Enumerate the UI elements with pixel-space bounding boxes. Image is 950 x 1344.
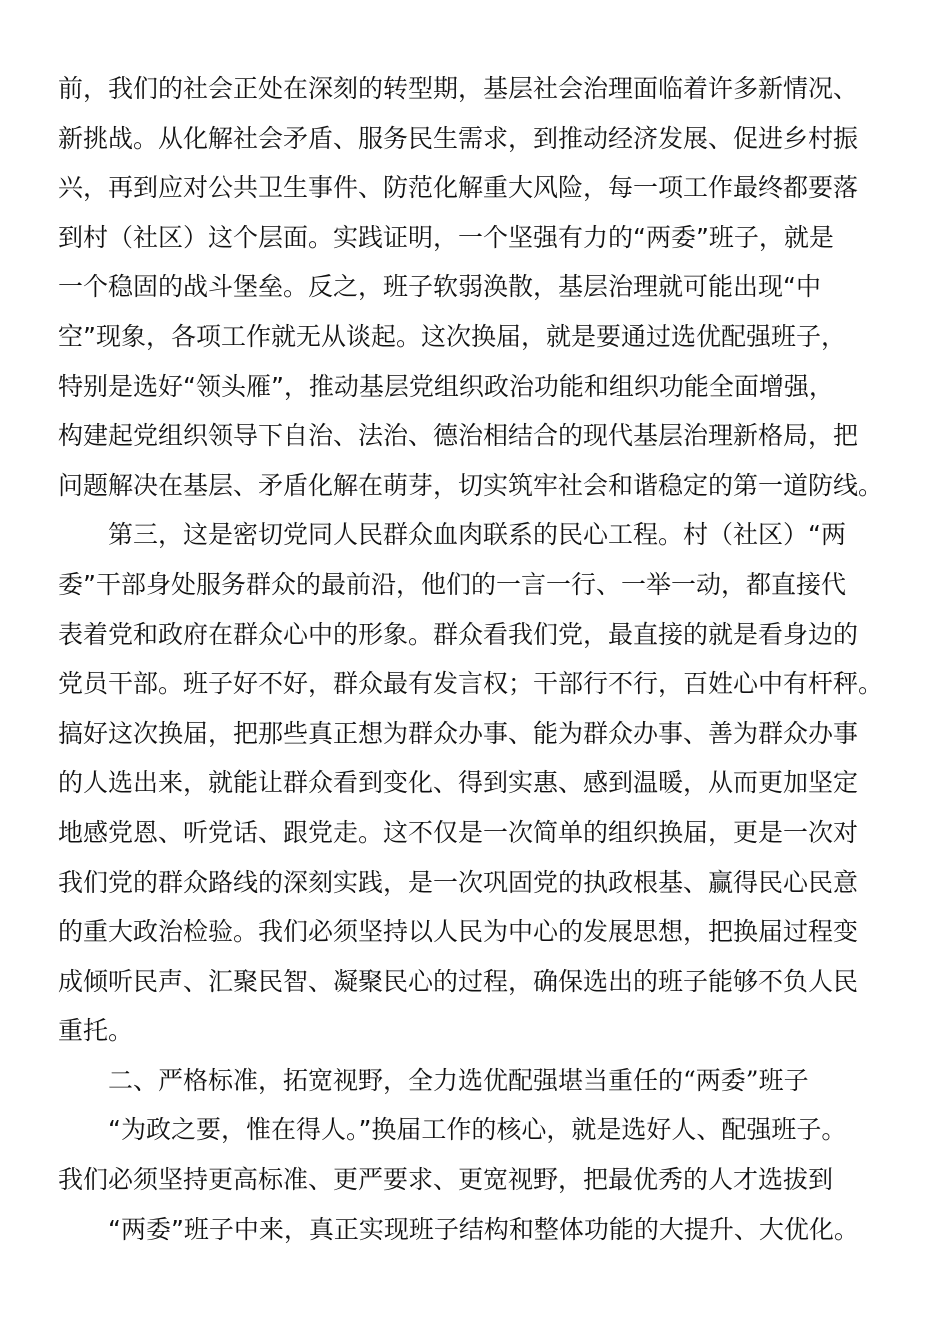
text-line: 地感党恩、听党话、跟党走。这不仅是一次简单的组织换届，更是一次对 [58, 817, 859, 847]
text-line: 重托。 [58, 1016, 134, 1046]
text-line: 问题解决在基层、矛盾化解在萌芽，切实筑牢社会和谐稳定的第一道防线。 [58, 470, 884, 500]
text-line: “两委”班子中来，真正实现班子结构和整体功能的大提升、大优化。 [108, 1214, 859, 1244]
text-line: 的重大政治检验。我们必须坚持以人民为中心的发展思想，把换届过程变 [58, 917, 859, 947]
text-line: 一个稳固的战斗堡垒。反之，班子软弱涣散，基层治理就可能出现“中 [58, 272, 821, 302]
text-line: 构建起党组织领导下自治、法治、德治相结合的现代基层治理新格局，把 [58, 421, 859, 451]
text-line: 空”现象，各项工作就无从谈起。这次换届，就是要通过选优配强班子， [58, 321, 846, 351]
text-line: 搞好这次换届，把那些真正想为群众办事、能为群众办事、善为群众办事 [58, 718, 859, 748]
text-line: 前，我们的社会正处在深刻的转型期，基层社会治理面临着许多新情况、 [58, 74, 859, 103]
document-body [58, 64, 892, 1254]
text-line: 党员干部。班子好不好，群众最有发言权；干部行不行，百姓心中有杆秤。 [58, 669, 884, 699]
section-heading: 二、严格标准，拓宽视野，全力选优配强堪当重任的“两委”班子 [108, 1065, 809, 1095]
text-line: 到村（社区）这个层面。实践证明，一个坚强有力的“两委”班子，就是 [58, 222, 834, 252]
text-line: 成倾听民声、汇聚民智、凝聚民心的过程，确保选出的班子能够不负人民 [58, 966, 859, 996]
text-line: 新挑战。从化解社会矛盾、服务民生需求，到推动经济发展、促进乡村振 [58, 123, 859, 153]
paragraph-start-line: 第三，这是密切党同人民群众血肉联系的民心工程。村（社区）“两 [108, 520, 846, 550]
text-line: 我们必须坚持更高标准、更严要求、更宽视野，把最优秀的人才选拔到 [58, 1165, 834, 1195]
text-line: 兴，再到应对公共卫生事件、防范化解重大风险，每一项工作最终都要落 [58, 173, 859, 203]
text-line: 表着党和政府在群众心中的形象。群众看我们党，最直接的就是看身边的 [58, 619, 859, 649]
text-line: 特别是选好“领头雁”，推动基层党组织政治功能和组织功能全面增强， [58, 371, 834, 401]
text-line: 委”干部身处服务群众的最前沿，他们的一言一行、一举一动，都直接代 [58, 569, 846, 599]
paragraph-start-line: “为政之要，惟在得人。”换届工作的核心，就是选好人、配强班子。 [108, 1115, 847, 1145]
text-line: 的人选出来，就能让群众看到变化、得到实惠、感到温暖，从而更加坚定 [58, 768, 859, 798]
text-line: 我们党的群众路线的深刻实践，是一次巩固党的执政根基、赢得民心民意 [58, 867, 859, 897]
